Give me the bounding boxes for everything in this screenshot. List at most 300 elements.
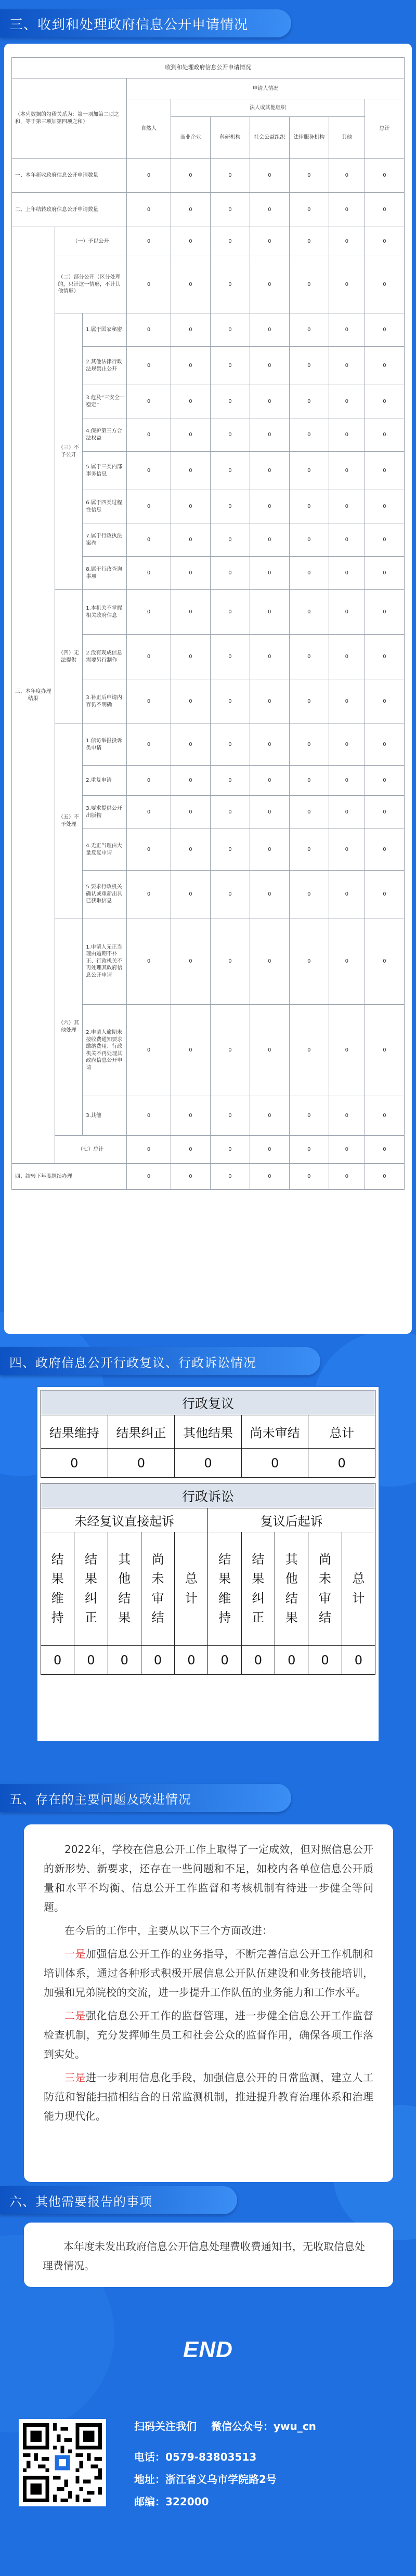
item-lead: 二是: [64, 2009, 86, 2022]
value-cell: 0: [365, 1005, 404, 1096]
row-label: 3.其他: [83, 1096, 127, 1136]
litigation-group-direct: 未经复议直接起诉: [41, 1508, 208, 1532]
value-cell: 0: [289, 452, 329, 490]
value-cell: 0: [289, 557, 329, 590]
value-cell: 0: [127, 796, 171, 829]
row-label: 4.无正当理由大量反复申请: [83, 829, 127, 871]
value-cell: 0: [365, 829, 404, 871]
value-cell: 0: [127, 523, 171, 557]
litigation-col: 其 他 结 果: [275, 1532, 308, 1646]
value-cell: 0: [171, 829, 211, 871]
value-cell: 0: [210, 159, 250, 193]
table-row: [12, 724, 405, 766]
review-table: [41, 1390, 375, 1478]
litigation-group-after-review: 复议后起诉: [208, 1508, 375, 1532]
litigation-col: 结 果 维 持: [41, 1532, 74, 1646]
value-cell: 0: [210, 256, 250, 313]
qr-code-icon: [19, 2419, 106, 2506]
value-cell: 0: [127, 679, 171, 724]
value-cell: 0: [329, 724, 365, 766]
table-row: [12, 313, 405, 347]
improvement-item-2: [44, 2006, 373, 2064]
value-cell: 0: [127, 1136, 171, 1164]
value-cell: 0: [250, 227, 289, 256]
value-cell: 0: [250, 590, 289, 635]
end-mark: END: [183, 2337, 233, 2362]
value-cell: 0: [329, 385, 365, 418]
value-cell: 0: [250, 1164, 289, 1190]
paragraph: 在今后的工作中，主要从以下三个方面改进：: [64, 1924, 272, 1937]
value-cell: 0: [210, 490, 250, 523]
litigation-value: 0: [108, 1646, 141, 1675]
litigation-col: 结 果 纠 正: [241, 1532, 275, 1646]
litigation-col: 总 计: [175, 1532, 208, 1646]
legal-col-header: 商业企业: [171, 117, 211, 159]
value-cell: 0: [210, 766, 250, 796]
value-cell: 0: [171, 724, 211, 766]
follow-line: [134, 2418, 316, 2433]
legal-col-header: 科研机构: [210, 117, 250, 159]
table-row: [12, 918, 405, 1005]
value-cell: 0: [329, 1136, 365, 1164]
postcode: 邮编：322000: [134, 2495, 209, 2508]
row-label: 2.申请人逾期未按收费通知要求缴纳费用、行政机关不再处理其政府信息公开申请: [83, 1005, 127, 1096]
value-cell: 0: [127, 490, 171, 523]
row-label: 一、本年新收政府信息公开申请数量: [12, 159, 127, 193]
value-cell: 0: [365, 766, 404, 796]
row-label: 1.本机关不掌握相关政府信息: [83, 590, 127, 635]
value-cell: 0: [210, 1005, 250, 1096]
value-cell: 0: [127, 227, 171, 256]
table-row: [12, 1136, 405, 1164]
value-cell: 0: [250, 313, 289, 347]
wechat-label: 微信公众号：ywu_cn: [211, 2420, 316, 2433]
value-cell: 0: [329, 1096, 365, 1136]
value-cell: 0: [329, 193, 365, 227]
value-cell: 0: [210, 829, 250, 871]
legal-col-header: 法律服务机构: [289, 117, 329, 159]
paragraph: 2022年，学校在信息公开工作上取得了一定成效，但对照信息公开的新形势、新要求，还存在一些问题和不足，如校内各单位信息公开质量和水平不均衡、信息公开工作监督和考核机制有待进一步健全等问题。: [44, 1843, 373, 1913]
value-cell: 0: [171, 256, 211, 313]
litigation-col: 尚 未 审 结: [141, 1532, 174, 1646]
value-cell: 0: [127, 635, 171, 679]
review-title: 行政复议: [41, 1390, 375, 1415]
value-cell: 0: [171, 796, 211, 829]
row-label: 4.保护第三方合法权益: [83, 418, 127, 452]
legal-col-header: 社会公益组织: [250, 117, 289, 159]
value-cell: 0: [365, 490, 404, 523]
value-cell: 0: [171, 347, 211, 385]
section5-heading-text: 五、存在的主要问题及改进情况: [9, 1792, 191, 1807]
table-row: [12, 590, 405, 635]
section4-heading-text: 四、政府信息公开行政复议、行政诉讼情况: [9, 1355, 256, 1370]
value-cell: 0: [329, 159, 365, 193]
value-cell: 0: [171, 1164, 211, 1190]
value-cell: 0: [250, 193, 289, 227]
row-label: 5.要求行政机关确认或重新出具已获取信息: [83, 871, 127, 918]
value-cell: 0: [365, 313, 404, 347]
value-cell: 0: [127, 256, 171, 313]
value-cell: 0: [365, 159, 404, 193]
value-cell: 0: [210, 385, 250, 418]
value-cell: 0: [210, 1096, 250, 1136]
value-cell: 0: [329, 796, 365, 829]
value-cell: 0: [171, 193, 211, 227]
value-cell: 0: [210, 1136, 250, 1164]
value-cell: 0: [210, 418, 250, 452]
value-cell: 0: [171, 490, 211, 523]
row-label: 8.属于行政查询事项: [83, 557, 127, 590]
value-cell: 0: [127, 1096, 171, 1136]
row-label: 二、上年结转政府信息公开申请数量: [12, 193, 127, 227]
value-cell: 0: [365, 679, 404, 724]
litigation-table: [41, 1483, 375, 1675]
value-cell: 0: [127, 385, 171, 418]
value-cell: 0: [329, 871, 365, 918]
table-row: [12, 256, 405, 313]
value-cell: 0: [289, 227, 329, 256]
value-cell: 0: [210, 590, 250, 635]
row-label: 3.补正后申请内容仍不明确: [83, 679, 127, 724]
row-label: （二）部分公开（区分处理的，只计这一情形，不计其他情形）: [55, 256, 126, 313]
table-row: [12, 58, 405, 78]
section6-heading: [0, 2186, 237, 2214]
value-cell: 0: [171, 452, 211, 490]
value-cell: 0: [289, 1005, 329, 1096]
value-cell: 0: [171, 590, 211, 635]
review-value: 0: [175, 1449, 242, 1478]
row-subgroup-label: （五）不予处理: [55, 724, 83, 918]
follow-label: 扫码关注我们: [134, 2420, 197, 2433]
item-text: 强化信息公开工作的监督管理，进一步健全信息公开工作监督检查机制，充分发挥师生员工和社会公众的监督作用，确保各项工作落到实处。: [44, 2009, 373, 2060]
row-label: 2.重复申请: [83, 766, 127, 796]
value-cell: 0: [329, 347, 365, 385]
value-cell: 0: [171, 766, 211, 796]
value-cell: 0: [210, 557, 250, 590]
value-cell: 0: [171, 159, 211, 193]
section6-heading-text: 六、其他需要报告的事项: [9, 2194, 152, 2209]
value-cell: 0: [210, 679, 250, 724]
value-cell: 0: [329, 523, 365, 557]
value-cell: 0: [329, 766, 365, 796]
row-label: 1.属于国家秘密: [83, 313, 127, 347]
row-label: 1.申请人无正当理由逾期不补正、行政机关不再处理其政府信息公开申请: [83, 918, 127, 1005]
value-cell: 0: [289, 347, 329, 385]
value-cell: 0: [289, 918, 329, 1005]
litigation-value: 0: [308, 1646, 342, 1675]
section3-heading-text: 三、收到和处理政府信息公开申请情况: [9, 17, 249, 33]
value-cell: 0: [365, 1096, 404, 1136]
value-cell: 0: [127, 724, 171, 766]
value-cell: 0: [289, 871, 329, 918]
item-lead: 一是: [64, 1948, 86, 1960]
value-cell: 0: [171, 918, 211, 1005]
value-cell: 0: [250, 1096, 289, 1136]
row-label: 2.没有现成信息需要另行制作: [83, 635, 127, 679]
value-cell: 0: [127, 159, 171, 193]
review-col: 结果维持: [41, 1415, 108, 1449]
review-value: 0: [308, 1449, 375, 1478]
value-cell: 0: [329, 635, 365, 679]
value-cell: 0: [329, 256, 365, 313]
value-cell: 0: [329, 918, 365, 1005]
section4-heading: [0, 1347, 320, 1375]
value-cell: 0: [250, 635, 289, 679]
value-cell: 0: [210, 313, 250, 347]
litigation-title: 行政诉讼: [41, 1483, 375, 1508]
value-cell: 0: [289, 590, 329, 635]
review-col: 其他结果: [175, 1415, 242, 1449]
row-label: 5.属于三类内部事务信息: [83, 452, 127, 490]
value-cell: 0: [127, 590, 171, 635]
value-cell: 0: [329, 1164, 365, 1190]
value-cell: 0: [127, 1164, 171, 1190]
value-cell: 0: [171, 557, 211, 590]
value-cell: 0: [365, 347, 404, 385]
value-cell: 0: [210, 871, 250, 918]
row-label: （一）予以公开: [55, 227, 126, 256]
value-cell: 0: [171, 1136, 211, 1164]
review-litigation-card: [36, 1386, 380, 1742]
value-cell: 0: [329, 829, 365, 871]
litigation-col: 尚 未 审 结: [308, 1532, 342, 1646]
value-cell: 0: [365, 385, 404, 418]
litigation-value: 0: [241, 1646, 275, 1675]
litigation-value: 0: [342, 1646, 375, 1675]
item-lead: 三是: [64, 2071, 86, 2084]
value-cell: 0: [289, 796, 329, 829]
applications-table-card: [4, 44, 412, 1334]
table-row: [12, 193, 405, 227]
value-cell: 0: [365, 452, 404, 490]
value-cell: 0: [210, 452, 250, 490]
value-cell: 0: [210, 347, 250, 385]
row-label: 四、结转下年度继续办理: [12, 1164, 127, 1190]
value-cell: 0: [329, 1005, 365, 1096]
value-cell: 0: [329, 227, 365, 256]
value-cell: 0: [250, 159, 289, 193]
other-matters-card: [24, 2223, 393, 2287]
value-cell: 0: [127, 452, 171, 490]
value-cell: 0: [171, 418, 211, 452]
litigation-col: 总 计: [342, 1532, 375, 1646]
value-cell: 0: [210, 523, 250, 557]
value-cell: 0: [171, 1096, 211, 1136]
row-group-label: 三、本年度办理结果: [12, 227, 55, 1164]
value-cell: 0: [210, 227, 250, 256]
value-cell: 0: [289, 1136, 329, 1164]
value-cell: 0: [250, 385, 289, 418]
value-cell: 0: [171, 313, 211, 347]
value-cell: 0: [365, 256, 404, 313]
value-cell: 0: [250, 918, 289, 1005]
natural-person-header: 自然人: [127, 99, 171, 159]
value-cell: 0: [250, 871, 289, 918]
value-cell: 0: [365, 193, 404, 227]
review-value: 0: [108, 1449, 175, 1478]
review-col: 总计: [308, 1415, 375, 1449]
value-cell: 0: [365, 1136, 404, 1164]
litigation-caption-row: [41, 1532, 375, 1646]
value-cell: 0: [250, 452, 289, 490]
value-cell: 0: [289, 418, 329, 452]
item-text: 进一步利用信息化手段，加强信息公开的日常监测，建立人工防范和智能扫描相结合的日常监测机制，推进提升教育治理体系和治理能力现代化。: [44, 2071, 373, 2122]
section5-heading: [0, 1784, 291, 1812]
value-cell: 0: [365, 871, 404, 918]
value-cell: 0: [289, 829, 329, 871]
value-cell: 0: [365, 523, 404, 557]
value-cell: 0: [365, 418, 404, 452]
value-cell: 0: [289, 766, 329, 796]
value-cell: 0: [289, 313, 329, 347]
phone: 电话：0579-83803513: [134, 2451, 257, 2463]
value-cell: 0: [171, 385, 211, 418]
value-cell: 0: [250, 347, 289, 385]
value-cell: 0: [329, 313, 365, 347]
value-cell: 0: [289, 490, 329, 523]
value-cell: 0: [365, 227, 404, 256]
value-cell: 0: [210, 918, 250, 1005]
value-cell: 0: [250, 1136, 289, 1164]
value-cell: 0: [289, 1164, 329, 1190]
row-label: 6.属于四类过程性信息: [83, 490, 127, 523]
value-cell: 0: [289, 256, 329, 313]
value-cell: 0: [171, 679, 211, 724]
value-cell: 0: [250, 829, 289, 871]
value-cell: 0: [289, 724, 329, 766]
contact-info: [134, 2418, 316, 2508]
value-cell: 0: [365, 635, 404, 679]
row-label: （七）总计: [55, 1136, 126, 1164]
row-subgroup-label: （三）不予公开: [55, 313, 83, 590]
value-cell: 0: [365, 796, 404, 829]
row-subgroup-label: （六）其他处理: [55, 918, 83, 1136]
table-row: [12, 227, 405, 256]
value-cell: 0: [250, 418, 289, 452]
value-cell: 0: [250, 679, 289, 724]
litigation-value: 0: [175, 1646, 208, 1675]
value-cell: 0: [365, 557, 404, 590]
value-cell: 0: [250, 256, 289, 313]
value-cell: 0: [250, 796, 289, 829]
value-cell: 0: [289, 385, 329, 418]
value-cell: 0: [289, 523, 329, 557]
value-cell: 0: [329, 679, 365, 724]
value-cell: 0: [210, 635, 250, 679]
value-cell: 0: [289, 193, 329, 227]
table-row: [12, 1164, 405, 1190]
litigation-value: 0: [208, 1646, 241, 1675]
value-cell: 0: [171, 227, 211, 256]
value-cell: 0: [365, 918, 404, 1005]
litigation-col: 结 果 维 持: [208, 1532, 241, 1646]
review-col: 结果纠正: [108, 1415, 175, 1449]
value-cell: 0: [365, 724, 404, 766]
value-cell: 0: [289, 679, 329, 724]
value-cell: 0: [365, 1164, 404, 1190]
row-label: 3.危及“三安全一稳定”: [83, 385, 127, 418]
review-value: 0: [41, 1449, 108, 1478]
row-label: 1.信访举报投诉类申请: [83, 724, 127, 766]
value-cell: 0: [127, 557, 171, 590]
applications-table: [11, 57, 405, 1190]
value-cell: 0: [127, 418, 171, 452]
table-title: 收到和处理政府信息公开申请情况: [12, 58, 405, 78]
value-cell: 0: [171, 635, 211, 679]
value-cell: 0: [365, 590, 404, 635]
value-cell: 0: [127, 347, 171, 385]
table-row: [12, 78, 405, 99]
litigation-value: 0: [74, 1646, 108, 1675]
litigation-value-row: [41, 1646, 375, 1675]
legal-group-header: 法人或其他组织: [171, 99, 365, 117]
review-value: 0: [241, 1449, 308, 1478]
litigation-value: 0: [141, 1646, 174, 1675]
litigation-value: 0: [41, 1646, 74, 1675]
legal-col-header: 其他: [329, 117, 365, 159]
litigation-value: 0: [275, 1646, 308, 1675]
value-cell: 0: [210, 1164, 250, 1190]
value-cell: 0: [171, 523, 211, 557]
value-cell: 0: [289, 635, 329, 679]
row-label: 2.其他法律行政法规禁止公开: [83, 347, 127, 385]
value-cell: 0: [171, 1005, 211, 1096]
value-cell: 0: [171, 871, 211, 918]
value-cell: 0: [329, 490, 365, 523]
applicant-group-header: 申请人情况: [127, 78, 405, 99]
value-cell: 0: [250, 557, 289, 590]
value-cell: 0: [250, 724, 289, 766]
value-cell: 0: [289, 159, 329, 193]
value-cell: 0: [127, 193, 171, 227]
improvement-item-1: [44, 1944, 373, 2002]
address: 地址：浙江省义乌市学院路2号: [134, 2473, 277, 2486]
value-cell: 0: [127, 918, 171, 1005]
review-col: 尚未审结: [241, 1415, 308, 1449]
total-header: 总计: [365, 99, 404, 159]
qr-code-graphic: [23, 2423, 102, 2502]
improvement-item-3: [44, 2068, 373, 2126]
value-cell: 0: [210, 724, 250, 766]
value-cell: 0: [329, 590, 365, 635]
section3-heading: [0, 9, 291, 37]
value-cell: 0: [250, 766, 289, 796]
item-text: 加强信息公开工作的业务指导，不断完善信息公开工作机制和培训体系，通过各种形式积极开展信息公开队伍建设和业务技能培训，加强和兄弟院校的交流，进一步提升工作队伍的业务能力和工作水平。: [44, 1948, 373, 1999]
value-cell: 0: [329, 452, 365, 490]
row-subgroup-label: （四）无法提供: [55, 590, 83, 724]
litigation-col: 结 果 纠 正: [74, 1532, 108, 1646]
value-cell: 0: [250, 490, 289, 523]
row-label: 3.要求提供公开出版物: [83, 796, 127, 829]
value-cell: 0: [127, 1005, 171, 1096]
value-cell: 0: [329, 418, 365, 452]
value-cell: 0: [127, 871, 171, 918]
value-cell: 0: [210, 193, 250, 227]
litigation-col: 其 他 结 果: [108, 1532, 141, 1646]
value-cell: 0: [289, 1096, 329, 1136]
value-cell: 0: [250, 523, 289, 557]
value-cell: 0: [127, 313, 171, 347]
row-label: 7.属于行政执法案卷: [83, 523, 127, 557]
table-row: [12, 159, 405, 193]
value-cell: 0: [329, 557, 365, 590]
value-cell: 0: [250, 1005, 289, 1096]
value-cell: 0: [210, 796, 250, 829]
value-cell: 0: [127, 766, 171, 796]
problems-card: [24, 1824, 393, 2182]
other-matters-text: 本年度未发出政府信息公开信息处理费收费通知书，无收取信息处理费情况。: [43, 2240, 365, 2272]
corner-label: （本列数据的勾稽关系为：第一项加第二项之和，等于第三项加第四项之和）: [12, 78, 127, 159]
